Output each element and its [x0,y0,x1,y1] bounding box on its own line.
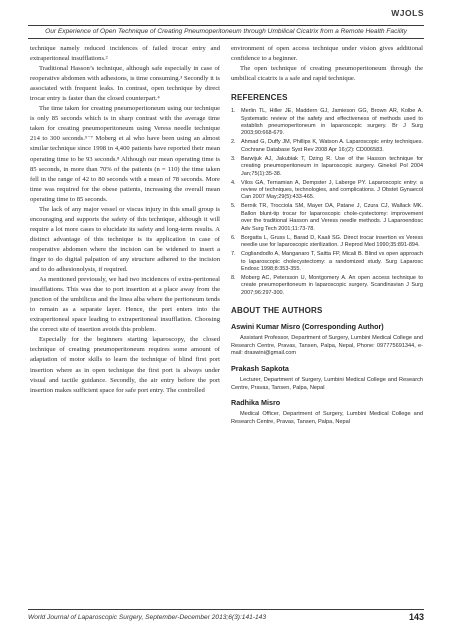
body-paragraph: The time taken for creating pneumoperitoneum using our technique is only 85 seconds which is in sharp contrast with the average time taken for creating pneumoperitoneum using Veress needle technique 214 to 300 seconds.⁵⁻⁷ Moberg et al who have been using an almost similar technique since 1998 in 4,400 patients have reported their mean operating time to be 93 seconds.⁸ Although our mean operating time is 85 seconds, in more than 70% of the patients (n = 110) the time taken fell in the range of 42 to 80 seconds with a mean of 78 seconds. More time was required for the obese patients, increasing the overall mean operating time to 85 seconds. [30,105,220,203]
author-name: Aswini Kumar Misro (Corresponding Author) [231,322,384,332]
body-paragraph: Especially for the beginners starting laparoscopy, the closed technique of creating pneumoperitoneum requires some amount of adaptation of motor skills to learn the technique of blind first port insertion where as in open technique the first port is always under visual and tactile guidance. Secondly, the air entry before the port insertion makes sufficient space for safe port entry. The controlled [30,336,220,394]
reference-item [231,139,423,154]
author-name: Prakash Sapkota [231,364,289,374]
body-paragraph: As mentioned previously, we had two incidences of extra-peritoneal insufflations. This was due to port insertion at a place away from the junction of the umbilicus and the linea alba where the peritoneum tends to remain as a separate layer. Hence, the port enters into the extraperitoneal space leading to extraperitoneal insufflation. Choosing the correct site of insertion avoids this problem. [30,276,220,334]
reference-item [231,180,423,202]
running-title: Our Experience of Open Technique of Creating Pneumoperitoneum through Umbilical Cicatrix from a Remote Health Facility [45,28,407,35]
reference-item [231,108,423,138]
reference-text: Moberg AC, Petersson U, Montgomery A. An open access technique to create pneumoperitoneum in laparoscopic surgery. Scandinavian J Surg 2007;96:297-300. [241,274,423,296]
reference-number: 4. [231,179,236,186]
reference-number: 6. [231,234,236,241]
header-rule-bottom [28,38,424,39]
reference-number: 8. [231,274,236,281]
body-paragraph: technique namely reduced incidences of failed trocar entry and extraperitoneal insufflations.² [30,45,220,63]
body-paragraph: Traditional Hasson’s technique, although safe especially in case of reoperative abdomen with adhesions, is time consuming.³ Secondly it is associated with frequent leaks. In contrast, open technique by direct trocar entry is faster than the closed counterpart.⁴ [30,65,220,103]
author-affiliation: Medical Officer, Department of Surgery, Lumbini Medical College and Research Centre, Pravas, Tansen, Palpa, Nepal [231,411,423,425]
footer-rule [28,609,424,610]
page-number: 143 [408,612,424,622]
reference-text: Bernik TR, Trocciola SM, Mayer DA, Patane J, Czura CJ, Wallack MK. Ballon blunt-tip trocar for laparoscopic chole-cystectomy: improvement over the traditional Hasson and Veress needle methods. J Laparoendosc Adv Surg Tech 2001;11:73-78. [241,203,423,232]
author-affiliation: Lecturer, Department of Surgery, Lumbini Medical College and Research Centre, Pravas, Tansen, Palpa, Nepal [231,377,423,391]
left-column [30,44,220,396]
reference-text: Merlin TL, Hiller JE, Maddern GJ, Jamieson GG, Brown AR, Kolbe A. Systematic review of the safety and effectiveness of methods used to establish pneumoperitoneum in laparoscopic surgery. Br J Surg 2003;90:668-679. [241,108,423,137]
authors-heading: ABOUT THE AUTHORS [231,306,323,316]
reference-item [231,275,423,297]
reference-number: 7. [231,251,236,258]
reference-item [231,235,423,250]
journal-badge: WJOLS [391,8,424,18]
reference-text: Vilos GA, Ternamian A, Dempster J, Laberge PY. Laparoscopic entry: a review of techniques, technologies, and complications. J Obstet Gynaecol Can 2007 May;29(5):433-465. [241,179,423,201]
reference-text: Borgatta L, Gruss L, Barad D, Kaali SG. Direct trocar insertion vs Veress needle use for laparoscopic sterilization. J Reprod Med 1990;35:891-894. [241,234,423,249]
reference-number: 1. [231,108,236,115]
header-rule-top [28,25,424,26]
author-name: Radhika Misro [231,398,281,408]
reference-text: Ahmad G, Duffy JM, Phillips K, Watson A. Laparoscopic entry techniques. Cochrane Database Syst Rev 2008 Apr 16;(2): CD006583. [241,139,423,153]
footer-citation: World Journal of Laparoscopic Surgery, September-December 2013;6(3):141-143 [28,614,266,621]
author-affiliation: Assistant Professor, Department of Surgery, Lumbini Medical College and Research Centre, Pravas, Tansen, Palpa, Nepal, Phone: 097775691344, e-mail: draswini@gmail.com [231,335,423,357]
right-column [231,44,423,426]
references-list [231,108,423,297]
reference-item [231,156,423,178]
reference-number: 5. [231,203,236,210]
body-paragraph: environment of open access technique under vision gives additional confidence to a beginner. [231,45,423,63]
reference-text: Cogliandodlo A, Manganaro T, Saitta FP, Micali B. Blind vs open approach to laparoscopic cholecystectomy: a randomized study. Surg Laparosc Endosc 1998;8:353-355. [241,251,423,272]
body-paragraph: The lack of any major vessel or viscus injury in this small group is encouraging and supports the safety of this technique, although it will require a lot more cases to elucidate its safety and long-term results. A distinct advantage of this technique is its application in case of reoperative abdomen where the incision can be widened to insert a finger to do digital palpation of any structure adhered to the incision and to do adhesionolysis, if required. [30,205,220,274]
body-paragraph: The open technique of creating pneumoperitoneum through the umbilical cicatrix is a safe and rapid technique. [231,65,423,83]
reference-number: 3. [231,155,236,162]
references-heading: REFERENCES [231,93,288,103]
reference-item [231,251,423,273]
reference-number: 2. [231,139,236,146]
reference-text: Barwijuk AJ, Jakubiak T, Dzing R. Use of the Hasson technique for creating pneumoperitoneum in laparoscopic surgery. Ginekol Pol 2004 Jan;75(1):35-38. [241,155,423,177]
reference-item [231,203,423,233]
